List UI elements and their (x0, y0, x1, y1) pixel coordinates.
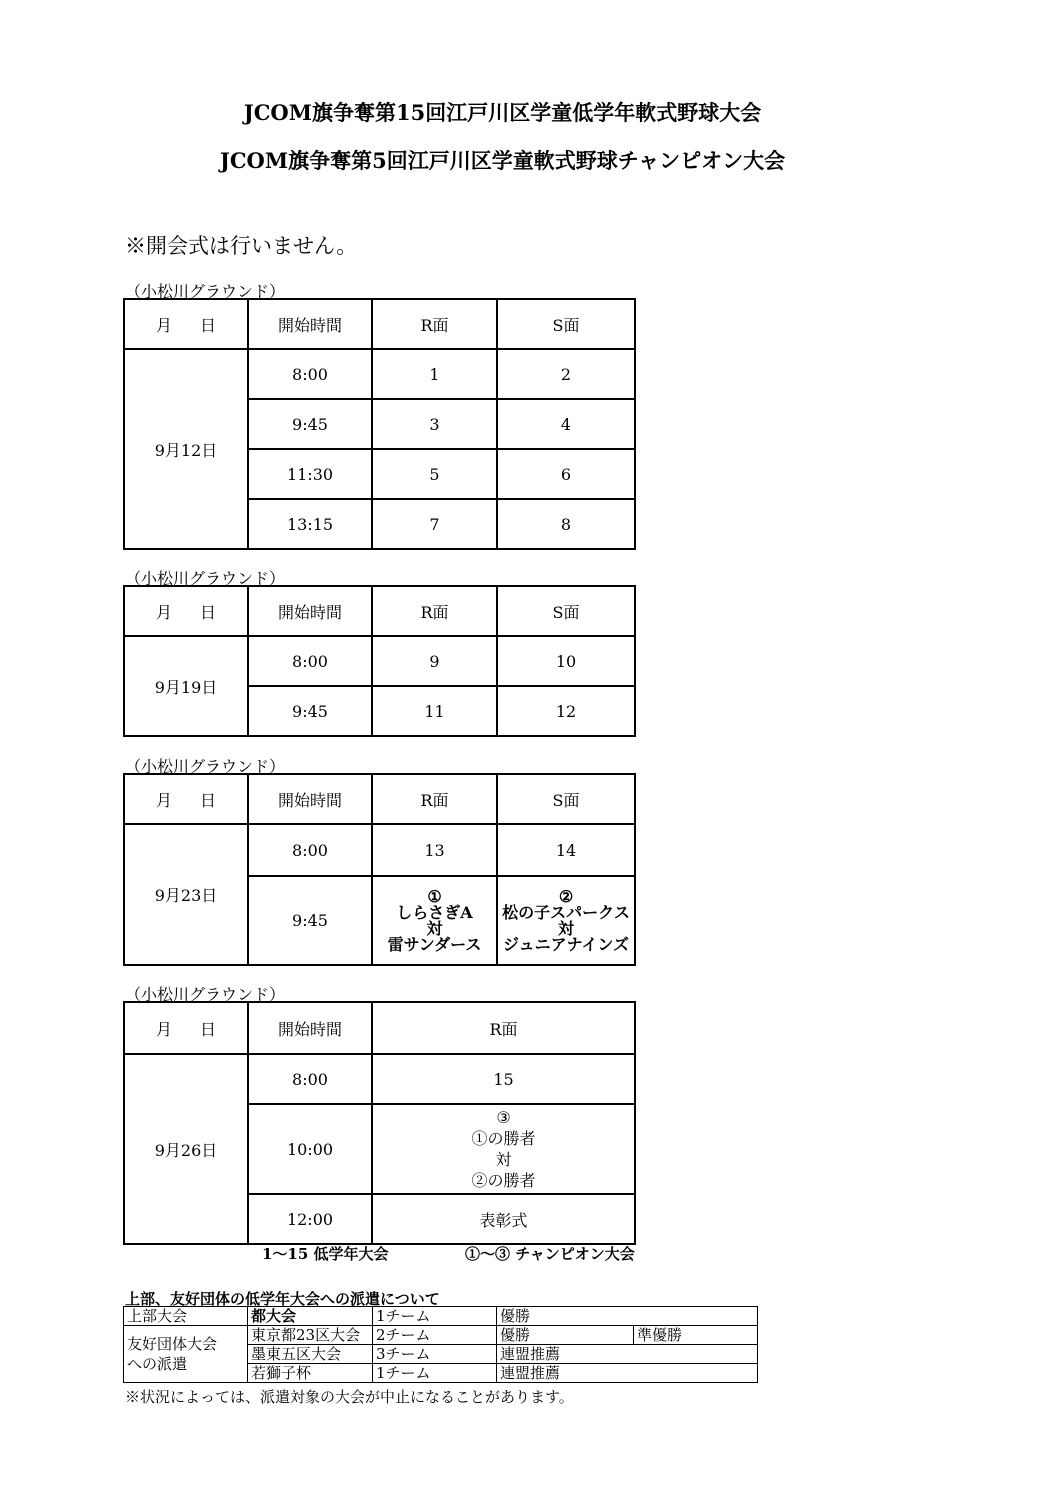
header-r-field: R面 (372, 586, 497, 636)
dispatch-category-friendly: 友好団体大会 への派遣 (124, 1326, 248, 1383)
team-name: 松の子スパークス (502, 902, 630, 922)
dispatch-condition: 優勝 (497, 1307, 634, 1326)
header-s-field: S面 (497, 586, 635, 636)
r-game-cell: 9 (372, 636, 497, 686)
r-game-cell: 3 (372, 399, 497, 449)
r-game-cell: 11 (372, 686, 497, 736)
team-name: 雷サンダース (387, 934, 482, 954)
dispatch-condition: 優勝 (497, 1326, 634, 1345)
r-game-cell: 15 (372, 1054, 635, 1104)
date-cell: 9月12日 (124, 349, 248, 549)
time-cell: 8:00 (248, 349, 372, 399)
header-s-field: S面 (497, 299, 635, 349)
header-start-time: 開始時間 (248, 1002, 372, 1054)
s-game-cell: 10 (497, 636, 635, 686)
time-cell: 9:45 (248, 399, 372, 449)
match-number: ③ (496, 1108, 511, 1127)
ground-label: （小松川グラウンド） (125, 569, 286, 588)
ground-label: （小松川グラウンド） (125, 985, 286, 1004)
versus-label: 対 (495, 1150, 512, 1169)
dispatch-team-count: 2チーム (373, 1326, 497, 1345)
header-month-day: 月 日 (124, 774, 248, 824)
dispatch-condition: 連盟推薦 (497, 1345, 634, 1364)
date-cell: 9月23日 (124, 824, 248, 965)
header-month-day: 月 日 (124, 586, 248, 636)
tournament-title-1: JCOM旗争奪第15回江戸川区学童低学年軟式野球大会 (243, 100, 762, 125)
dispatch-team-count: 1チーム (373, 1364, 497, 1383)
s-game-cell: 12 (497, 686, 635, 736)
dispatch-tournament: 都大会 (248, 1307, 373, 1326)
header-s-field: S面 (497, 774, 635, 824)
s-game-cell: 6 (497, 449, 635, 499)
team-name: ジュニアナインズ (502, 934, 630, 954)
s-game-cell: 14 (497, 824, 635, 876)
s-game-cell: 8 (497, 499, 635, 549)
header-r-field: R面 (372, 774, 497, 824)
winner-label: ①の勝者 (471, 1129, 536, 1148)
championship-final-cell (372, 1104, 635, 1194)
dispatch-tournament: 墨東五区大会 (248, 1345, 373, 1364)
r-game-cell: 5 (372, 449, 497, 499)
versus-label: 対 (426, 918, 443, 938)
legend-low-grade: 1～15 低学年大会 (262, 1245, 389, 1263)
date-cell: 9月19日 (124, 636, 248, 736)
versus-label: 対 (557, 918, 574, 938)
dispatch-section-title: 上部、友好団体の低学年大会への派遣について (125, 1290, 440, 1308)
dispatch-team-count: 3チーム (373, 1345, 497, 1364)
championship-match-2-cell (497, 876, 635, 965)
schedule-table-sep26 (123, 1001, 636, 1245)
match-number: ② (558, 886, 574, 906)
dispatch-tournament: 東京都23区大会 (248, 1326, 373, 1345)
footnote: ※状況によっては、派遣対象の大会が中止になることがあります。 (125, 1388, 574, 1406)
schedule-table-sep23 (123, 773, 636, 966)
header-month-day: 月 日 (124, 299, 248, 349)
s-game-cell: 2 (497, 349, 635, 399)
championship-match-1-cell (372, 876, 497, 965)
tournament-title-2: JCOM旗争奪第5回江戸川区学童軟式野球チャンピオン大会 (219, 148, 786, 173)
header-start-time: 開始時間 (248, 586, 372, 636)
time-cell: 9:45 (248, 686, 372, 736)
ground-label: （小松川グラウンド） (125, 282, 286, 301)
header-r-field: R面 (372, 1002, 635, 1054)
header-start-time: 開始時間 (248, 299, 372, 349)
date-cell: 9月26日 (124, 1054, 248, 1244)
match-number: ① (427, 886, 442, 906)
award-ceremony-cell: 表彰式 (372, 1194, 635, 1244)
time-cell: 10:00 (248, 1104, 372, 1194)
dispatch-table (123, 1306, 758, 1383)
dispatch-condition-2: 準優勝 (634, 1326, 758, 1345)
notice-no-opening-ceremony: ※開会式は行いません。 (125, 234, 358, 258)
r-game-cell: 7 (372, 499, 497, 549)
dispatch-category: 上部大会 (124, 1307, 248, 1326)
time-cell: 11:30 (248, 449, 372, 499)
team-name: しらさぎA (396, 902, 473, 922)
s-game-cell: 4 (497, 399, 635, 449)
schedule-table-sep19 (123, 585, 636, 737)
winner-label: ②の勝者 (471, 1171, 536, 1190)
header-start-time: 開始時間 (248, 774, 372, 824)
header-r-field: R面 (372, 299, 497, 349)
r-game-cell: 1 (372, 349, 497, 399)
time-cell: 13:15 (248, 499, 372, 549)
dispatch-tournament: 若獅子杯 (248, 1364, 373, 1383)
time-cell: 12:00 (248, 1194, 372, 1244)
time-cell: 8:00 (248, 636, 372, 686)
time-cell: 8:00 (248, 824, 372, 876)
dispatch-team-count: 1チーム (373, 1307, 497, 1326)
time-cell: 8:00 (248, 1054, 372, 1104)
time-cell: 9:45 (248, 876, 372, 965)
r-game-cell: 13 (372, 824, 497, 876)
schedule-table-sep12 (123, 298, 636, 550)
header-month-day: 月 日 (124, 1002, 248, 1054)
legend-championship: ①～③ チャンピオン大会 (465, 1245, 635, 1263)
ground-label: （小松川グラウンド） (125, 757, 286, 776)
dispatch-condition: 連盟推薦 (497, 1364, 634, 1383)
